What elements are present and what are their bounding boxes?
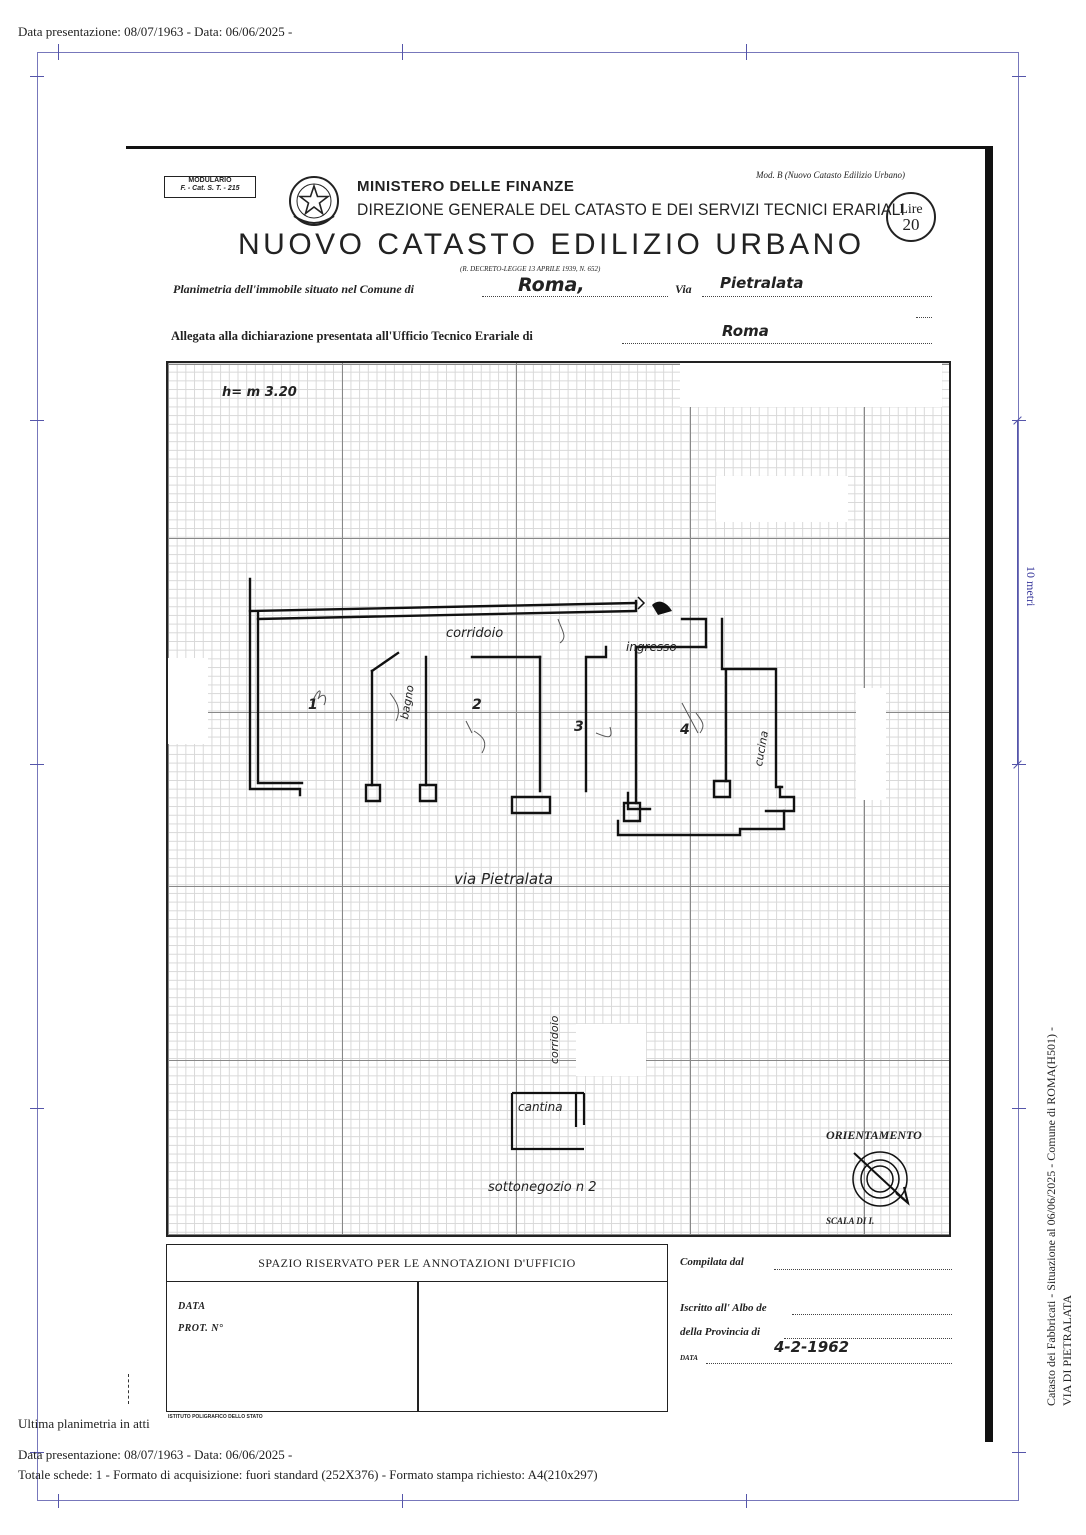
annotations-data-label: DATA bbox=[178, 1301, 206, 1312]
compilata-dotline bbox=[774, 1268, 952, 1270]
planimetria-label: Planimetria dell'immobile situato nel Comune di bbox=[173, 282, 415, 296]
provincia-label: della Provincia di bbox=[680, 1326, 761, 1338]
compilation-data-dotline bbox=[706, 1362, 952, 1364]
iscritto-dotline bbox=[792, 1313, 952, 1315]
footer-date-line: Data presentazione: 08/07/1963 - Data: 06/06/2025 - bbox=[18, 1447, 293, 1462]
modulario-box bbox=[164, 176, 256, 198]
ingresso-label: ingresso bbox=[626, 640, 677, 654]
bagno-label: bagno bbox=[398, 684, 417, 721]
compilation-date-value: 4-2-1962 bbox=[774, 1338, 850, 1356]
ufficio-dotline bbox=[622, 342, 932, 344]
ufficio-value: Roma bbox=[722, 322, 769, 340]
room-4-label: 4 bbox=[680, 722, 690, 738]
corridoio-label: corridoio bbox=[446, 626, 504, 641]
lire-label: Lire bbox=[899, 202, 923, 217]
cucina-label: cucina bbox=[752, 729, 772, 768]
direzione-heading: DIREZIONE GENERALE DEL CATASTO E DEI SERVIZI TECNICI ERARIALI bbox=[357, 200, 906, 219]
lire-stamp bbox=[886, 192, 936, 242]
sheet-top-rule bbox=[126, 146, 986, 149]
sottonegozio-label: sottonegozio n 2 bbox=[488, 1180, 597, 1195]
via-dotline bbox=[702, 295, 932, 297]
allegata-label: Allegata alla dichiarazione presentata all'Ufficio Tecnico Erariale di bbox=[171, 329, 533, 343]
via-value: Pietralata bbox=[720, 274, 804, 292]
height-note: h= m 3.20 bbox=[222, 385, 297, 400]
side-text-line2: VIA DI PIETRALATA bbox=[1060, 1294, 1074, 1406]
compilata-label: Compilata dal bbox=[680, 1256, 744, 1268]
corridoio-basement-label: corridoio bbox=[548, 1015, 561, 1064]
ministero-heading: MINISTERO DELLE FINANZE bbox=[357, 178, 575, 195]
scale-label: 10 metri bbox=[1024, 566, 1038, 607]
annotations-title: SPAZIO RISERVATO PER LE ANNOTAZIONI D'UFFICIO bbox=[167, 1245, 667, 1282]
extra-dotline bbox=[916, 316, 932, 318]
annotations-divider bbox=[417, 1282, 419, 1412]
via-label: Via bbox=[675, 282, 692, 296]
lire-value: 20 bbox=[902, 215, 920, 234]
compilation-data-label: DATA bbox=[680, 1354, 698, 1362]
scala-label: SCALA DI I. bbox=[826, 1216, 875, 1226]
orientamento-label: ORIENTAMENTO bbox=[826, 1128, 922, 1142]
form-title: NUOVO CATASTO EDILIZIO URBANO bbox=[238, 228, 865, 261]
printer-mark: ISTITUTO POLIGRAFICO DELLO STATO bbox=[168, 1414, 263, 1420]
comune-value: Roma, bbox=[518, 274, 585, 296]
footer-schede-line: Totale schede: 1 - Formato di acquisizione: fuori standard (252X376) - Formato stampa richiesto: A4(210x297) bbox=[18, 1467, 598, 1482]
side-text-line1: Catasto dei Fabbricati - Situazione al 06/06/2025 - Comune di ROMA(H501) - bbox=[1044, 1027, 1058, 1406]
room-3-label: 3 bbox=[574, 719, 584, 735]
street-label: via Pietralata bbox=[454, 870, 554, 888]
compass-icon bbox=[853, 1152, 908, 1206]
cantina-label: cantina bbox=[518, 1100, 563, 1114]
decreto-reference: (R. DECRETO-LEGGE 13 APRILE 1939, N. 652) bbox=[460, 265, 601, 273]
modulario-line2: F. - Cat. S. T. - 215 bbox=[180, 185, 240, 192]
header-date-line: Data presentazione: 08/07/1963 - Data: 06/06/2025 - bbox=[18, 24, 293, 39]
sheet-right-rule bbox=[985, 146, 993, 1442]
iscritto-label: Iscritto all' Albo de bbox=[680, 1302, 767, 1314]
room-1-label: 1 bbox=[308, 697, 318, 713]
mod-b-label: Mod. B (Nuovo Catasto Edilizio Urbano) bbox=[756, 170, 905, 180]
modulario-line1: MODULARIO bbox=[188, 177, 232, 184]
annotations-box bbox=[166, 1244, 668, 1412]
sheet-left-mark bbox=[128, 1374, 130, 1404]
annotations-prot-label: PROT. N° bbox=[178, 1323, 224, 1334]
emblem-icon bbox=[286, 172, 342, 230]
room-2-label: 2 bbox=[472, 697, 482, 713]
footer-ultima: Ultima planimetria in atti bbox=[18, 1416, 150, 1431]
